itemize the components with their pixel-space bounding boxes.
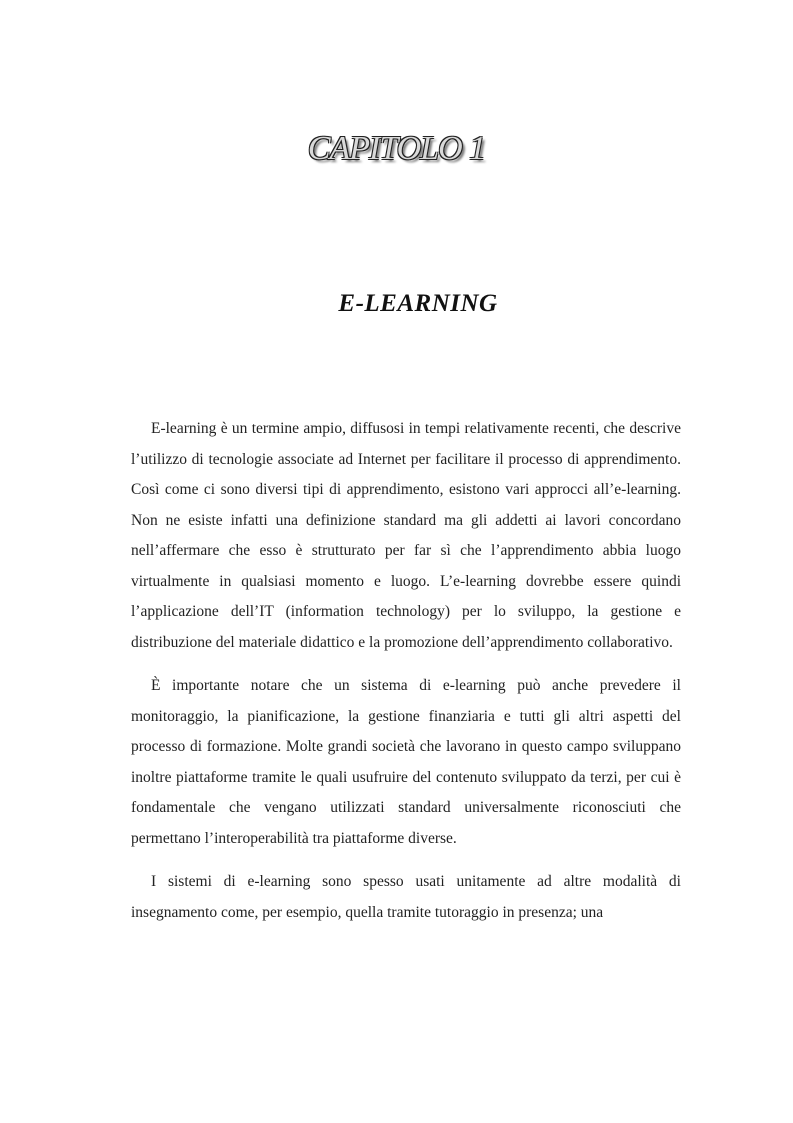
section-title: E-LEARNING xyxy=(338,290,498,317)
body-text xyxy=(131,414,681,941)
paragraph-3: I sistemi di e-learning sono spesso usati unitamente ad altre modalità di insegnamento come, per esempio, quella tramite tutoraggio in presenza; una xyxy=(131,873,681,921)
paragraph-2: È importante notare che un sistema di e-learning può anche prevedere il monitoraggio, la pianificazione, la gestione finanziaria e tutti gli altri aspetti del processo di formazione. Molte grandi società che lavorano in questo campo sviluppano inoltre piattaforme tramite le quali usufruire del contenuto sviluppato da terzi, per cui è fondamentale che vengano utilizzati standard universalmente riconosciuti che permettano l’interoperabilità tra piattaforme diverse. xyxy=(131,677,681,847)
chapter-title: CAPITOLO 1 xyxy=(307,130,486,167)
paragraph-1: E-learning è un termine ampio, diffusosi in tempi relativamente recenti, che descrive l’utilizzo di tecnologie associate ad Internet per facilitare il processo di apprendimento. Così come ci sono diversi tipi di apprendimento, esistono vari approcci all’e-learning. Non ne esiste infatti una definizione standard ma gli addetti ai lavori concordano nell’affermare che esso è strutturato per far sì che l’apprendimento abbia luogo virtualmente in qualsiasi momento e luogo. L’e-learning dovrebbe essere quindi l’applicazione dell’IT (information technology) per lo sviluppo, la gestione e distribuzione del materiale didattico e la promozione dell’apprendimento collaborativo. xyxy=(131,420,681,651)
